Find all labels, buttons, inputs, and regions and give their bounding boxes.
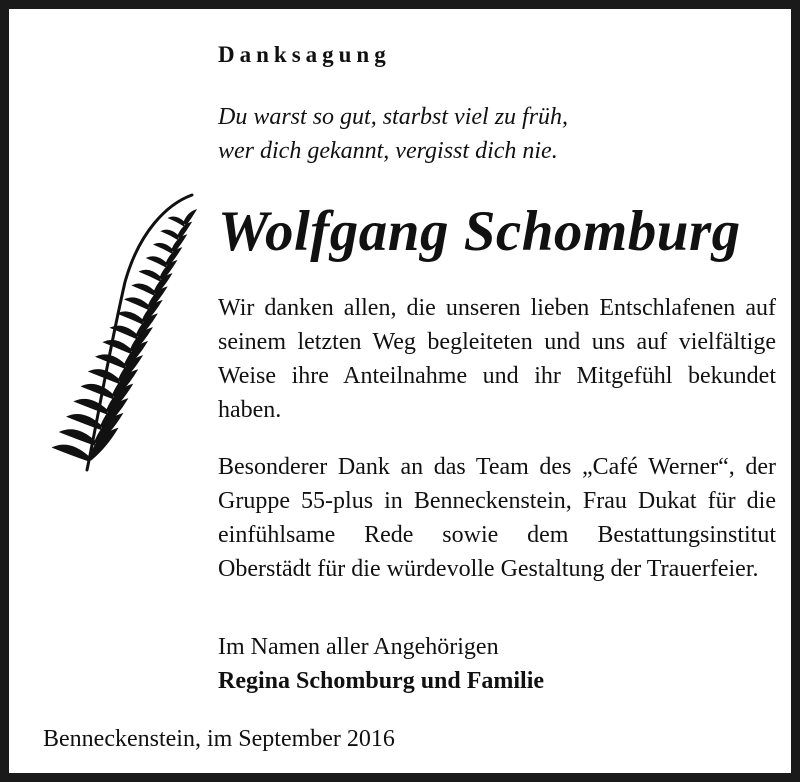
verse-line-2: wer dich gekannt, vergisst dich nie. <box>218 138 558 164</box>
palm-frond-left <box>147 257 166 267</box>
memorial-verse <box>218 100 568 168</box>
signoff <box>218 630 544 698</box>
palm-frond-left <box>104 340 131 353</box>
palm-frond-left <box>133 284 155 295</box>
place-and-date: Benneckenstein, im September 2016 <box>43 726 395 752</box>
palm-frond-left <box>169 217 184 226</box>
palm-frond-left <box>140 270 160 281</box>
palm-frond-left <box>154 243 172 253</box>
signoff-intro: Im Namen aller Angehörigen <box>218 634 499 660</box>
notice-heading: Danksagung <box>218 42 391 67</box>
palm-frond-left <box>125 298 148 310</box>
palm-frond-left <box>162 230 179 239</box>
palm-frond-left <box>118 312 142 324</box>
palm-frond-left <box>96 355 124 368</box>
palm-frond-left <box>53 445 89 461</box>
special-thanks-paragraph: Besonderer Dank an das Team des „Café Werner“, der Gruppe 55-plus in Benneckenstein, Frau Dukat für die einfühlsame Rede sowie dem Bestattungsinstitut Oberstädt für die würdevolle Gestaltung der Trauerfeier. <box>218 454 776 582</box>
verse-line-1: Du warst so gut, starbst viel zu früh, <box>218 104 569 130</box>
deceased-name: Wolfgang Schomburg <box>218 200 741 263</box>
palm-frond-left <box>82 384 113 398</box>
signoff-name: Regina Schomburg und Familie <box>218 668 545 694</box>
palm-frond-left <box>60 430 95 445</box>
palm-frond-left <box>67 414 100 429</box>
thanks-paragraph: Wir danken allen, die unseren lieben Entschlafenen auf seinem letzten Weg begleiteten und uns auf vielfältige Weise ihre Anteilnahme und ihr Mitgefühl bekundet haben. <box>218 295 776 423</box>
palm-frond-left <box>75 399 107 414</box>
palm-leaf-icon <box>47 192 197 477</box>
